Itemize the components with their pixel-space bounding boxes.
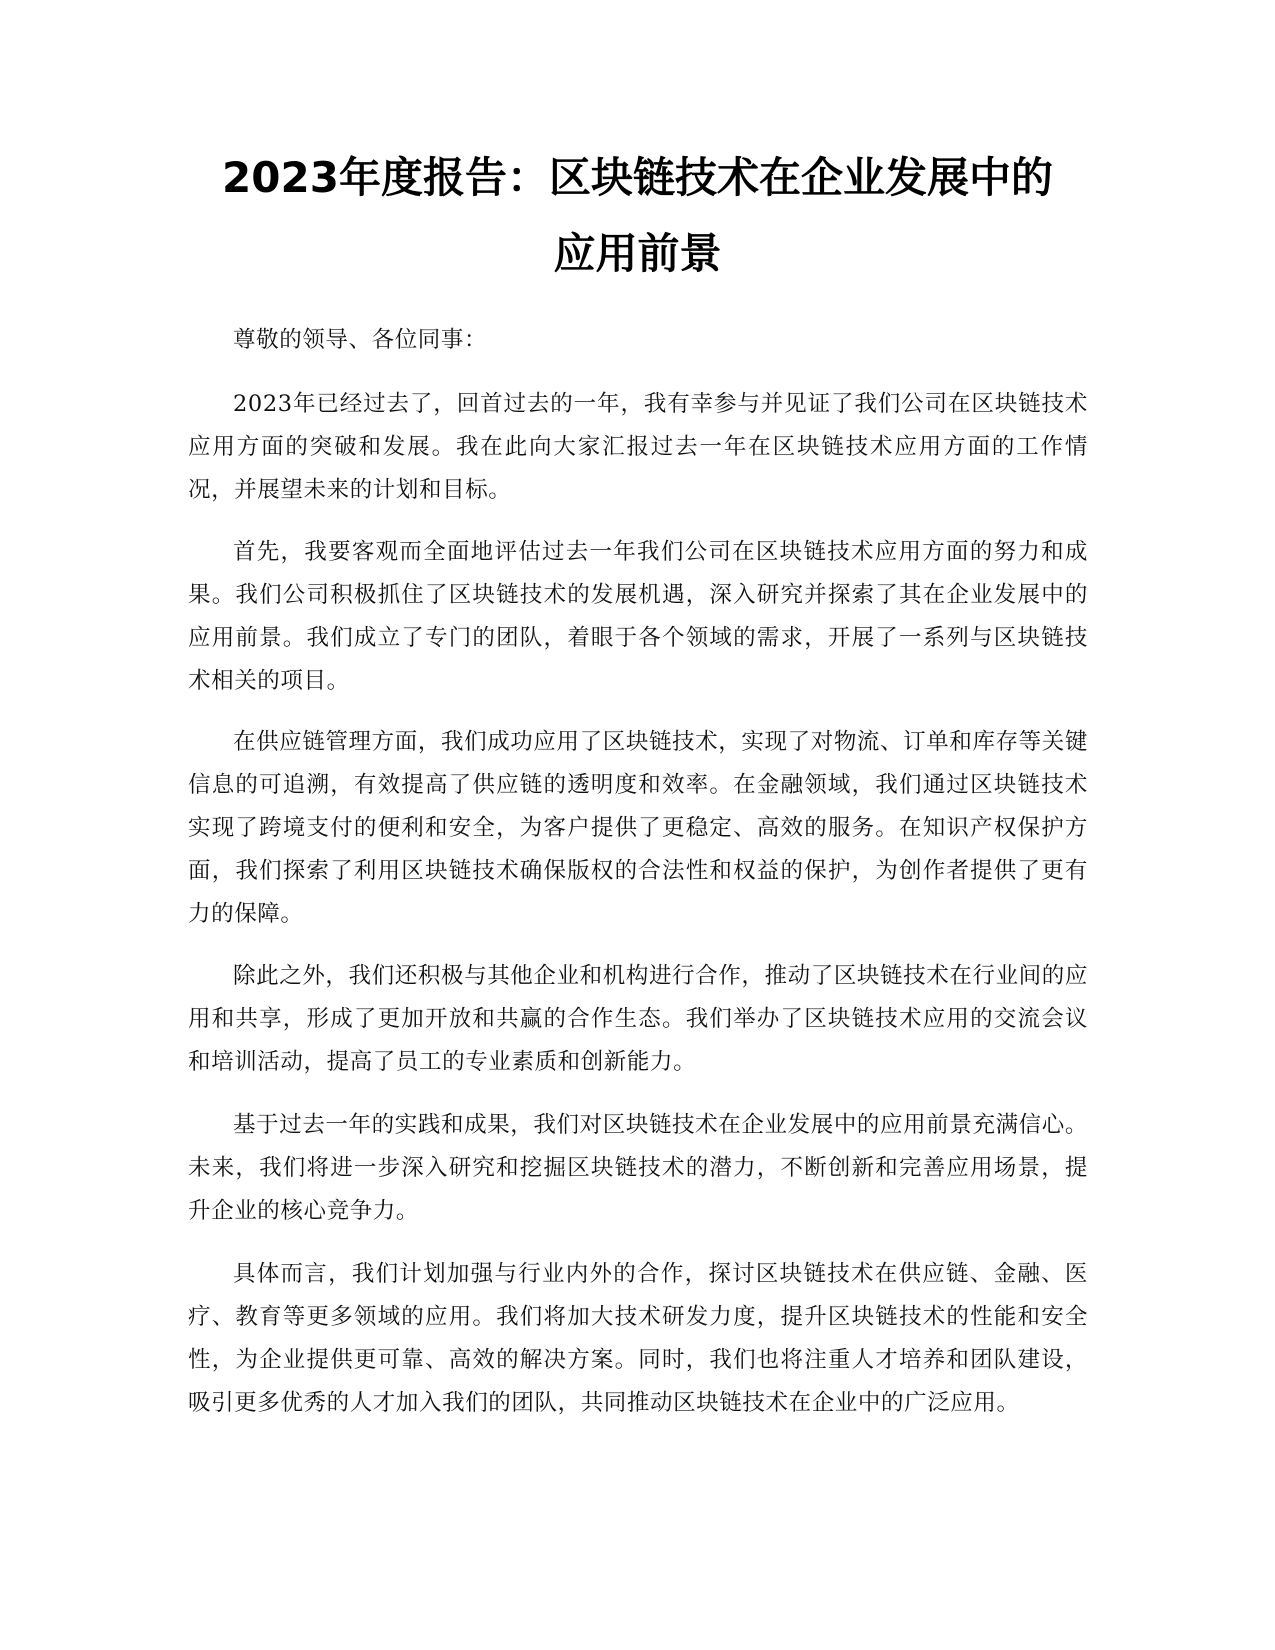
paragraph-6: 具体而言，我们计划加强与行业内外的合作，探讨区块链技术在供应链、金融、医疗、教育等更多领域的应用。我们将加大技术研发力度，提升区块链技术的性能和安全性，为企业提供更可靠、高效的解决方案。同时，我们也将注重人才培养和团队建设，吸引更多优秀的人才加入我们的团队，共同推动区块链技术在企业中的广泛应用。 bbox=[188, 1261, 1088, 1416]
paragraph-5: 基于过去一年的实践和成果，我们对区块链技术在企业发展中的应用前景充满信心。未来，我们将进一步深入研究和挖掘区块链技术的潜力，不断创新和完善应用场景，提升企业的核心竞争力。 bbox=[188, 1112, 1088, 1224]
paragraph-1: 2023年已经过去了，回首过去的一年，我有幸参与并见证了我们公司在区块链技术应用方面的突破和发展。我在此向大家汇报过去一年在区块链技术应用方面的工作情况，并展望未来的计划和目标。 bbox=[188, 391, 1088, 503]
salutation: 尊敬的领导、各位同事： bbox=[233, 327, 488, 353]
paragraph-4: 除此之外，我们还积极与其他企业和机构进行合作，推动了区块链技术在行业间的应用和共享，形成了更加开放和共赢的合作生态。我们举办了区块链技术应用的交流会议和培训活动，提高了员工的专业素质和创新能力。 bbox=[188, 963, 1088, 1075]
document-title bbox=[150, 140, 1125, 292]
paragraph-3: 在供应链管理方面，我们成功应用了区块链技术，实现了对物流、订单和库存等关键信息的可追溯，有效提高了供应链的透明度和效率。在金融领域，我们通过区块链技术实现了跨境支付的便利和安全，为客户提供了更稳定、高效的服务。在知识产权保护方面，我们探索了利用区块链技术确保版权的合法性和权益的保护，为创作者提供了更有力的保障。 bbox=[188, 729, 1088, 927]
title-line-1: 2023年度报告：区块链技术在企业发展中的 bbox=[222, 153, 1053, 202]
title-line-2: 应用前景 bbox=[553, 229, 722, 278]
paragraph-2: 首先，我要客观而全面地评估过去一年我们公司在区块链技术应用方面的努力和成果。我们公司积极抓住了区块链技术的发展机遇，深入研究并探索了其在企业发展中的应用前景。我们成立了专门的团队，着眼于各个领域的需求，开展了一系列与区块链技术相关的项目。 bbox=[188, 539, 1088, 694]
